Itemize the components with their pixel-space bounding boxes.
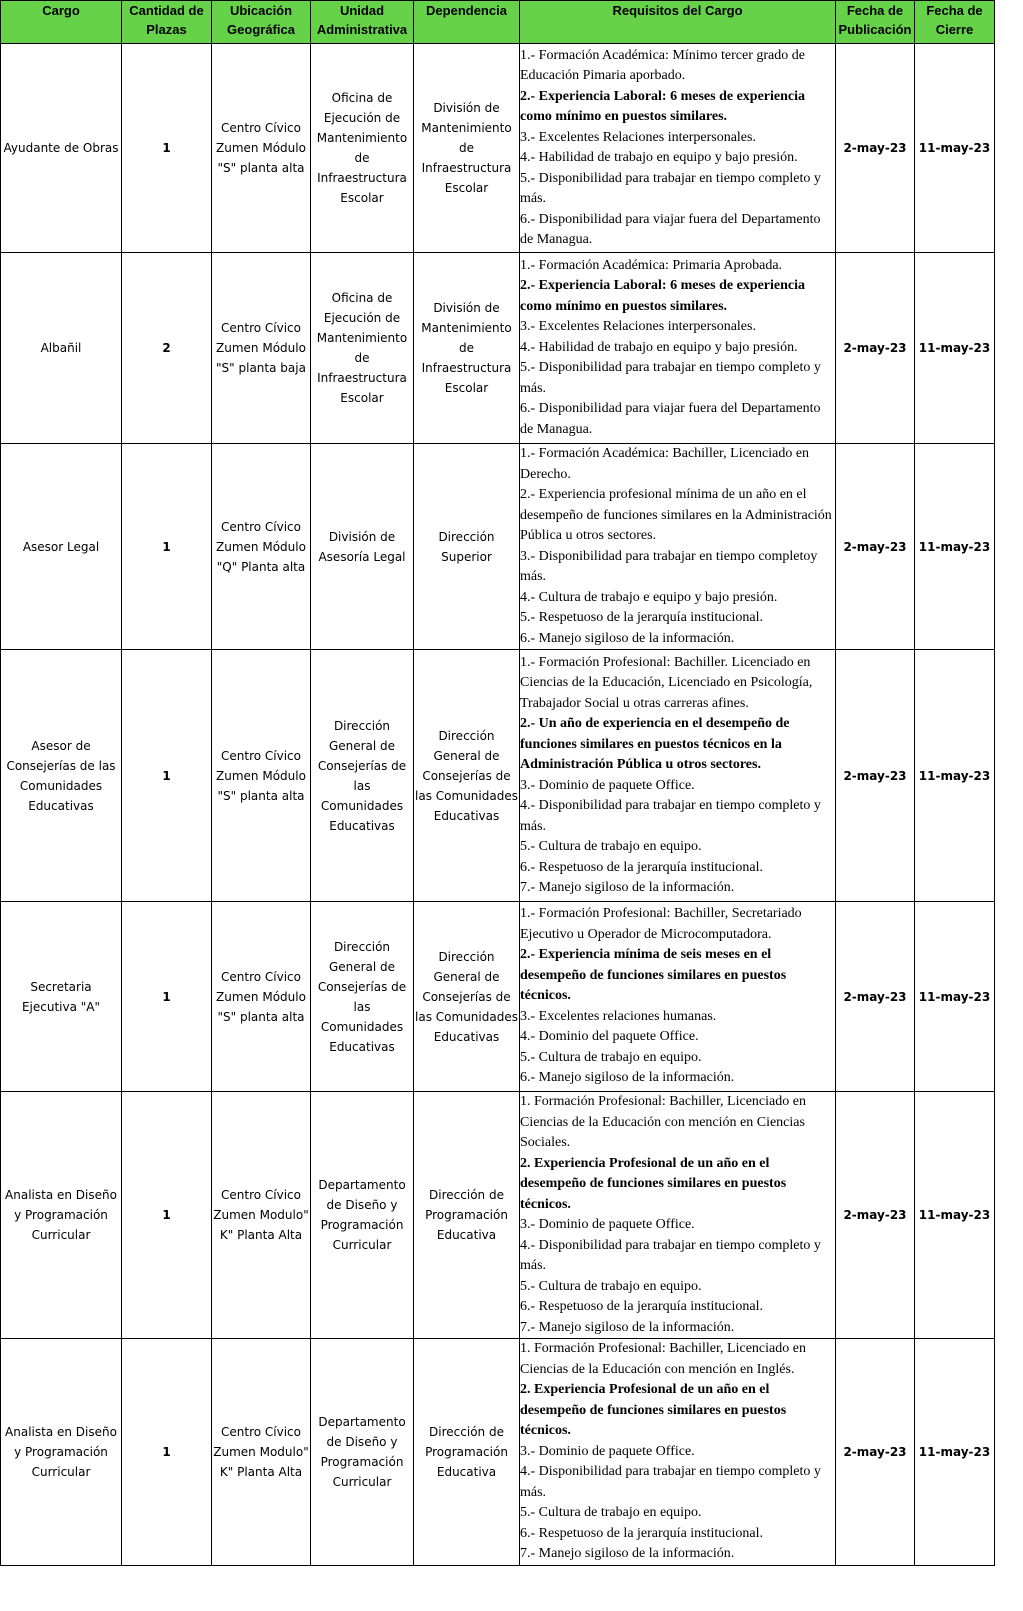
- requirement-line: 7.- Manejo sigiloso de la información.: [520, 1319, 735, 1335]
- cell-cierre: 11-may-23: [915, 650, 995, 902]
- cell-dependencia: División de Mantenimiento de Infraestructura Escolar: [414, 44, 520, 253]
- requirement-line: 3.- Excelentes relaciones humanas.: [520, 1008, 717, 1024]
- requirement-line: 1.- Formación Académica: Mínimo tercer grado de Educación Pimaria aporbado.: [520, 47, 805, 83]
- requirement-line: 1.- Formación Académica: Bachiller, Licenciado en Derecho.: [520, 446, 810, 482]
- requirement-line: 5.- Cultura de trabajo en equipo.: [520, 839, 702, 854]
- requirement-line: 1. Formación Profesional: Bachiller, Licenciado en Ciencias de la Educación con mención en Ciencias Sociales.: [520, 1094, 806, 1150]
- requirement-line: 2. Experiencia Profesional de un año en el desempeño de funciones similares en puestos técnicos.: [520, 1382, 787, 1439]
- cell-dependencia: Dirección Superior: [414, 444, 520, 650]
- requirement-line: 3.- Dominio de paquete Office.: [520, 1443, 695, 1459]
- cell-requisitos: [520, 902, 836, 1092]
- requirement-line: 2.- Experiencia profesional mínima de un año en el desempeño de funciones similares en la Administración Pública u otros sectores.: [520, 487, 832, 543]
- header-cantidad: Cantidad de Plazas: [122, 1, 212, 44]
- cell-requisitos: [520, 650, 836, 902]
- cell-unidad: Dirección General de Consejerías de las Comunidades Educativas: [311, 650, 414, 902]
- cell-unidad: Oficina de Ejecución de Mantenimiento de Infraestructura Escolar: [311, 44, 414, 253]
- cell-cantidad: 1: [122, 444, 212, 650]
- requirement-line: 2.- Experiencia mínima de seis meses en el desempeño de funciones similares en puestos técnicos.: [520, 947, 787, 1004]
- requirement-line: 4.- Dominio del paquete Office.: [520, 1029, 699, 1045]
- cell-cierre: 11-may-23: [915, 1339, 995, 1566]
- requirement-line: 1.- Formación Profesional: Bachiller. Licenciado en Ciencias de la Educación, Licenciado en Psicología, Trabajador Social u otras carreras afines.: [520, 654, 813, 711]
- cell-cantidad: 1: [122, 650, 212, 902]
- requirement-line: 3.- Excelentes Relaciones interpersonales.: [520, 319, 756, 335]
- requirement-line: 1. Formación Profesional: Bachiller, Licenciado en Ciencias de la Educación con mención en Inglés.: [520, 1341, 806, 1377]
- cell-dependencia: Dirección de Programación Educativa: [414, 1092, 520, 1339]
- cell-cierre: 11-may-23: [915, 444, 995, 650]
- cell-publicacion: 2-may-23: [836, 650, 915, 902]
- cell-publicacion: 2-may-23: [836, 444, 915, 650]
- requirement-line: 6.- Respetuoso de la jerarquía institucional.: [520, 1299, 763, 1314]
- cell-cierre: 11-may-23: [915, 253, 995, 444]
- cell-cargo: Asesor Legal: [1, 444, 122, 650]
- cell-cierre: 11-may-23: [915, 902, 995, 1092]
- requirement-line: 5.- Cultura de trabajo en equipo.: [520, 1505, 702, 1521]
- requirement-line: 6.- Manejo sigiloso de la información.: [520, 1070, 735, 1086]
- cell-cargo: Asesor de Consejerías de las Comunidades Educativas: [1, 650, 122, 902]
- requirement-line: 3.- Dominio de paquete Office.: [520, 1217, 695, 1232]
- table-row: [1, 902, 995, 1092]
- requirement-line: 5.- Cultura de trabajo en equipo.: [520, 1049, 702, 1065]
- requirement-line: 2.- Experiencia Laboral: 6 meses de experiencia como mínimo en puestos similares.: [520, 278, 806, 314]
- requirement-line: 3.- Disponibilidad para trabajar en tiempo completoy más.: [520, 548, 818, 584]
- cell-requisitos: [520, 44, 836, 253]
- requirement-line: 2. Experiencia Profesional de un año en el desempeño de funciones similares en puestos técnicos.: [520, 1155, 787, 1212]
- cell-cargo: Ayudante de Obras: [1, 44, 122, 253]
- requirement-line: 5.- Cultura de trabajo en equipo.: [520, 1278, 702, 1294]
- cell-cantidad: 1: [122, 1339, 212, 1566]
- cell-publicacion: 2-may-23: [836, 902, 915, 1092]
- requirement-line: 4.- Habilidad de trabajo en equipo y bajo presión.: [520, 339, 798, 355]
- cell-cantidad: 1: [122, 44, 212, 253]
- cell-requisitos: [520, 444, 836, 650]
- cell-unidad: Departamento de Diseño y Programación Curricular: [311, 1092, 414, 1339]
- cell-unidad: División de Asesoría Legal: [311, 444, 414, 650]
- requirement-line: 3.- Dominio de paquete Office.: [520, 777, 695, 793]
- requirement-line: 7.- Manejo sigiloso de la información.: [520, 1546, 735, 1562]
- cell-cargo: Analista en Diseño y Programación Curricular: [1, 1339, 122, 1566]
- header-ubicacion: Ubicación Geográfica: [212, 1, 311, 44]
- table-row: [1, 650, 995, 902]
- header-requisitos: Requisitos del Cargo: [520, 1, 836, 44]
- cell-publicacion: 2-may-23: [836, 253, 915, 444]
- cell-ubicacion: Centro Cívico Zumen Módulo "Q" Planta alta: [212, 444, 311, 650]
- table-row: [1, 253, 995, 444]
- requirement-line: 5.- Disponibilidad para trabajar en tiempo completo y más.: [520, 360, 821, 396]
- header-row: [1, 1, 995, 44]
- table-row: [1, 1339, 995, 1566]
- requirement-line: 4.- Disponibilidad para trabajar en tiempo completo y más.: [520, 1237, 821, 1273]
- cell-requisitos: [520, 253, 836, 444]
- requirement-line: 4.- Disponibilidad para trabajar en tiempo completo y más.: [520, 798, 821, 834]
- requirement-line: 4.- Cultura de trabajo e equipo y bajo presión.: [520, 589, 778, 605]
- cell-cargo: Analista en Diseño y Programación Curricular: [1, 1092, 122, 1339]
- cell-unidad: Dirección General de Consejerías de las Comunidades Educativas: [311, 902, 414, 1092]
- cell-unidad: Oficina de Ejecución de Mantenimiento de Infraestructura Escolar: [311, 253, 414, 444]
- cell-dependencia: Dirección de Programación Educativa: [414, 1339, 520, 1566]
- requirement-line: 5.- Disponibilidad para trabajar en tiempo completo y más.: [520, 170, 821, 206]
- requirement-line: 2.- Un año de experiencia en el desempeño de funciones similares en puestos técnicos en la Administración Pública u otros sectores.: [520, 716, 790, 772]
- requirement-line: 6.- Disponibilidad para viajar fuera del Departamento de Managua.: [520, 401, 821, 437]
- cell-ubicacion: Centro Cívico Zumen Módulo "S" planta alta: [212, 902, 311, 1092]
- header-dependencia: Dependencia: [414, 1, 520, 44]
- requirement-line: 4.- Habilidad de trabajo en equipo y bajo presión.: [520, 150, 798, 165]
- requirement-line: 1.- Formación Académica: Primaria Aprobada.: [520, 257, 783, 273]
- header-publicacion: Fecha de Publicación: [836, 1, 915, 44]
- cell-cantidad: 1: [122, 902, 212, 1092]
- requirement-line: 6.- Respetuoso de la jerarquía institucional.: [520, 859, 763, 875]
- requirement-line: 6.- Manejo sigiloso de la información.: [520, 630, 735, 646]
- header-cargo: Cargo: [1, 1, 122, 44]
- cell-ubicacion: Centro Cívico Zumen Módulo "S" planta alta: [212, 44, 311, 253]
- table-row: [1, 1092, 995, 1339]
- cell-dependencia: División de Mantenimiento de Infraestructura Escolar: [414, 253, 520, 444]
- header-cierre: Fecha de Cierre: [915, 1, 995, 44]
- cell-cargo: Albañil: [1, 253, 122, 444]
- page-margin: [994, 0, 1023, 1611]
- cell-requisitos: [520, 1092, 836, 1339]
- cell-publicacion: 2-may-23: [836, 1339, 915, 1566]
- cell-requisitos: [520, 1339, 836, 1566]
- requirement-line: 6.- Disponibilidad para viajar fuera del Departamento de Managua.: [520, 211, 821, 247]
- cell-ubicacion: Centro Cívico Zumen Modulo" K" Planta Alta: [212, 1092, 311, 1339]
- table-row: [1, 44, 995, 253]
- requirement-line: 2.- Experiencia Laboral: 6 meses de experiencia como mínimo en puestos similares.: [520, 88, 806, 124]
- cell-ubicacion: Centro Cívico Zumen Módulo "S" planta alta: [212, 650, 311, 902]
- cell-cantidad: 2: [122, 253, 212, 444]
- cell-cargo: Secretaria Ejecutiva "A": [1, 902, 122, 1092]
- cell-cierre: 11-may-23: [915, 1092, 995, 1339]
- cell-ubicacion: Centro Cívico Zumen Modulo" K" Planta Alta: [212, 1339, 311, 1566]
- requirement-line: 1.- Formación Profesional: Bachiller, Secretariado Ejecutivo u Operador de Microcomputadora.: [520, 906, 802, 942]
- cell-ubicacion: Centro Cívico Zumen Módulo "S" planta baja: [212, 253, 311, 444]
- requirement-line: 3.- Excelentes Relaciones interpersonales.: [520, 129, 756, 145]
- requirement-line: 5.- Respetuoso de la jerarquía institucional.: [520, 610, 763, 625]
- table-row: [1, 444, 995, 650]
- cell-cierre: 11-may-23: [915, 44, 995, 253]
- requirement-line: 6.- Respetuoso de la jerarquía institucional.: [520, 1525, 763, 1541]
- header-unidad: Unidad Administrativa: [311, 1, 414, 44]
- cell-publicacion: 2-may-23: [836, 1092, 915, 1339]
- cell-cantidad: 1: [122, 1092, 212, 1339]
- requirement-line: 7.- Manejo sigiloso de la información.: [520, 880, 735, 895]
- cell-dependencia: Dirección General de Consejerías de las Comunidades Educativas: [414, 902, 520, 1092]
- requirement-line: 4.- Disponibilidad para trabajar en tiempo completo y más.: [520, 1464, 821, 1500]
- cell-dependencia: Dirección General de Consejerías de las Comunidades Educativas: [414, 650, 520, 902]
- cell-publicacion: 2-may-23: [836, 44, 915, 253]
- cell-unidad: Departamento de Diseño y Programación Curricular: [311, 1339, 414, 1566]
